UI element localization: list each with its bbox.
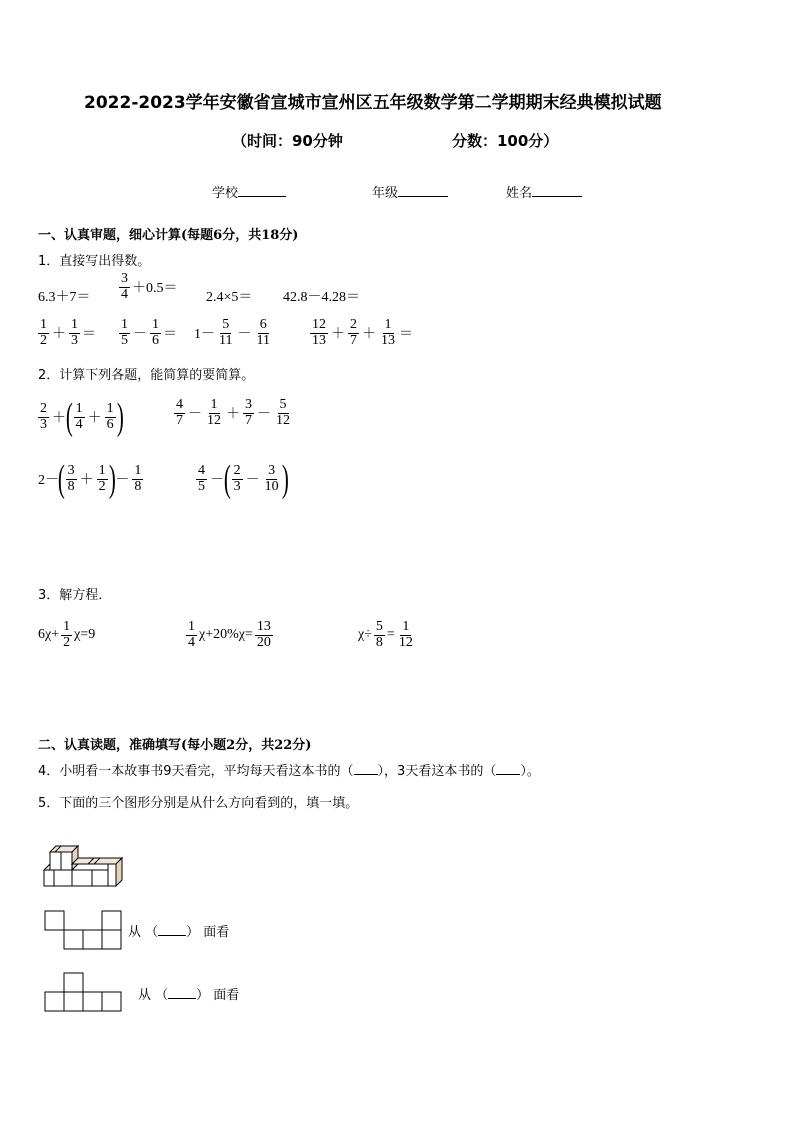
q1-expr-h: $\frac{12}{13}$ ＋ $\frac{2}{7}$ ＋ $\frac{1}{13}$ ＝ — [312, 317, 413, 348]
q1-expr-g: 1－ $\frac{5}{11}$ － $\frac{6}{11}$ — [194, 317, 270, 348]
fraction: $\frac{3}{4}$ — [121, 271, 128, 302]
q2-expr-1: $\frac{2}{3}$ ＋ ( $\frac{1}{4}$ ＋ $\frac{1}{6}$ ) — [40, 396, 124, 438]
q1-expr-b: $\frac{3}{4}$ ＋0.5＝ — [121, 271, 178, 302]
q1-expr-a: 6.3＋7＝ — [38, 290, 91, 305]
view-a-answer: 从 （ ） 面看 — [128, 921, 229, 940]
question-3-label: 3．解方程． — [38, 588, 112, 603]
q1-expr-f: $\frac{1}{5}$ － $\frac{1}{6}$ ＝ — [121, 317, 177, 348]
grade-field[interactable] — [372, 182, 448, 201]
equation-1: 6χ+ $\frac{1}{2}$ χ=9 — [38, 619, 96, 650]
page-title: 2022-2023学年安徽省宣城市宣州区五年级数学第二学期期末经典模拟试题 — [84, 93, 662, 113]
section-2-title: 二、认真读题，准确填写(每小题2分，共22分) — [38, 738, 312, 753]
name-field[interactable] — [506, 182, 582, 201]
q2-expr-2: $\frac{4}{7}$ － $\frac{1}{12}$ ＋ $\frac{3}{7}$ － $\frac{5}{12}$ — [176, 397, 290, 428]
q4-blank-2[interactable] — [496, 760, 520, 775]
section-1-title: 一、认真审题，细心计算(每题6分，共18分) — [38, 228, 299, 243]
question-1-label: 1．直接写出得数。 — [38, 254, 151, 269]
view-b-figure — [44, 972, 124, 1012]
question-4: 4．小明看一本故事书9天看完，平均每天看这本书的（ ），3天看这本书的（ ）。 — [38, 760, 540, 779]
q2-expr-3: 2－ ( $\frac{3}{8}$ ＋ $\frac{1}{2}$ ) － $\frac{1}{8}$ — [38, 458, 142, 500]
school-blank[interactable] — [238, 182, 286, 197]
time-info: （时间：90分钟 — [232, 132, 343, 150]
question-2-label: 2．计算下列各题，能简算的要简算。 — [38, 368, 255, 383]
view-a-blank[interactable] — [158, 921, 186, 936]
name-label: 姓名 — [506, 186, 533, 201]
view-b-blank[interactable] — [168, 984, 196, 999]
equation-2: $\frac{1}{4}$ χ+20%χ= $\frac{13}{20}$ — [188, 619, 271, 650]
grade-label: 年级 — [372, 186, 399, 201]
q1-expr-c: 2.4×5＝ — [206, 290, 253, 305]
name-blank[interactable] — [532, 182, 582, 197]
question-5-label: 5．下面的三个图形分别是从什么方向看到的，填一填。 — [38, 796, 359, 811]
q1-expr-e: $\frac{1}{2}$ ＋ $\frac{1}{3}$ ＝ — [40, 317, 96, 348]
school-field[interactable] — [212, 182, 286, 201]
view-b-answer: 从 （ ） 面看 — [138, 984, 239, 1003]
cube-figure — [40, 842, 130, 890]
view-a-figure — [44, 910, 124, 950]
q1-expr-d: 42.8－4.28＝ — [283, 290, 360, 305]
q4-blank-1[interactable] — [354, 760, 378, 775]
equation-3: χ÷ $\frac{5}{8}$ = $\frac{1}{12}$ — [358, 619, 413, 650]
school-label: 学校 — [212, 186, 239, 201]
score-info: 分数：100分） — [452, 132, 559, 150]
grade-blank[interactable] — [398, 182, 448, 197]
q2-expr-4: $\frac{4}{5}$ － ( $\frac{2}{3}$ － $\frac{3}{10}$ ) — [198, 458, 289, 500]
